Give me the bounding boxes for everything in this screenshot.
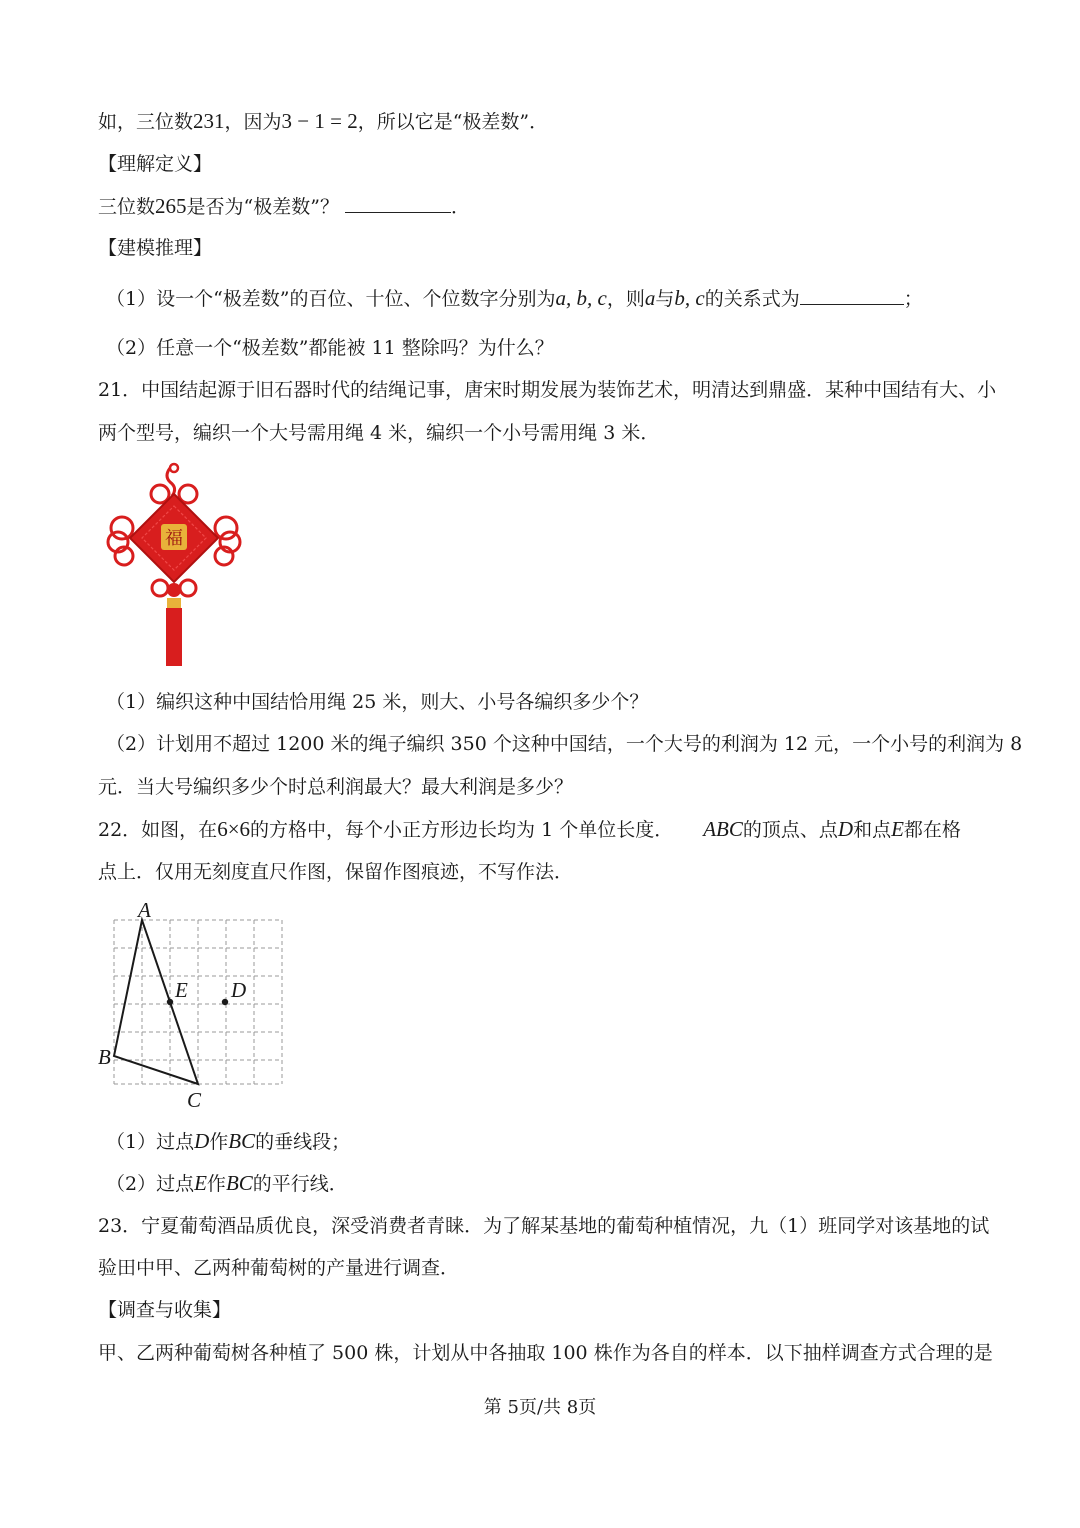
q22-part2: （2）过点E作BC的平行线． — [106, 1171, 348, 1195]
q21-part2-line1: （2）计划用不超过 1200 米的绳子编织 350 个这种中国结，一个大号的利润为 12 元，一个小号的利润为 8 — [106, 733, 1023, 755]
label-c: C — [187, 1088, 202, 1112]
label-d: D — [231, 978, 247, 1002]
answer-blank[interactable] — [345, 194, 451, 213]
q21-text-line2: 两个型号，编织一个大号需用绳 4 米，编织一个小号需用绳 3 米． — [98, 422, 660, 444]
answer-blank[interactable] — [800, 286, 904, 305]
triangle-abc — [114, 920, 198, 1084]
q22-text-line1: 22．如图，在6×6的方格中，每个小正方形边长均为 1 个单位长度． ABC的顶点、点D和点E都在格 — [98, 817, 961, 841]
section-survey-collection: 【调查与收集】 — [98, 1299, 232, 1321]
sub-question-1: （1）设一个“极差数”的百位、十位、个位数字分别为a, b, c，则a与b, c的关系式为 ； — [106, 286, 923, 310]
q22-text-line2: 点上．仅用无刻度直尺作图，保留作图痕迹，不写作法． — [98, 861, 574, 883]
example-line: 如，三位数231，因为3 − 1 = 2，所以它是“极差数”． — [98, 109, 549, 133]
page-footer: 第 5页/共 8页 — [483, 1397, 597, 1418]
math-expression: 3 − 1 = 2 — [281, 109, 358, 133]
q23-text-line3: 甲、乙两种葡萄树各种植了 500 株，计划从中各抽取 100 株作为各自的样本．以下抽样调查方式合理的是 — [98, 1342, 993, 1364]
math-231: 231 — [193, 109, 225, 133]
q22-part1: （1）过点D作BC的垂线段； — [106, 1129, 351, 1153]
chinese-knot-image — [104, 462, 244, 670]
section-modeling-reasoning: 【建模推理】 — [98, 237, 213, 259]
point-e — [167, 999, 173, 1005]
q23-text-line1: 23．宁夏葡萄酒品质优良，深受消费者青睐．为了解某基地的葡萄种植情况，九（1）班同学对该基地的试 — [98, 1215, 990, 1237]
label-a: A — [138, 898, 151, 922]
fu-character: 福 — [165, 528, 183, 549]
grid-figure — [94, 896, 294, 1112]
q23-text-line2: 验田中甲、乙两种葡萄树的产量进行调查． — [98, 1257, 460, 1279]
q21-text-line1: 21．中国结起源于旧石器时代的结绳记事，唐宋时期发展为装饰艺术，明清达到鼎盛．某种中国结有大、小 — [98, 379, 997, 401]
sub-question-2: （2）任意一个“极差数”都能被 11 整除吗？为什么？ — [106, 337, 554, 359]
knot-tassel — [166, 608, 182, 666]
point-d — [222, 999, 228, 1005]
knot-gold-ring — [167, 598, 181, 608]
grid-lines — [114, 920, 282, 1084]
knot-loop — [170, 464, 178, 472]
section-understand-definition: 【理解定义】 — [98, 153, 213, 175]
label-b: B — [98, 1045, 111, 1069]
question-265: 三位数265是否为“极差数”？ ． — [98, 194, 471, 218]
q21-part1: （1）编织这种中国结恰用绳 25 米，则大、小号各编织多少个？ — [106, 691, 649, 713]
label-e: E — [175, 978, 188, 1002]
q21-part2-line2: 元．当大号编织多少个时总利润最大？最大利润是多少？ — [98, 776, 574, 798]
